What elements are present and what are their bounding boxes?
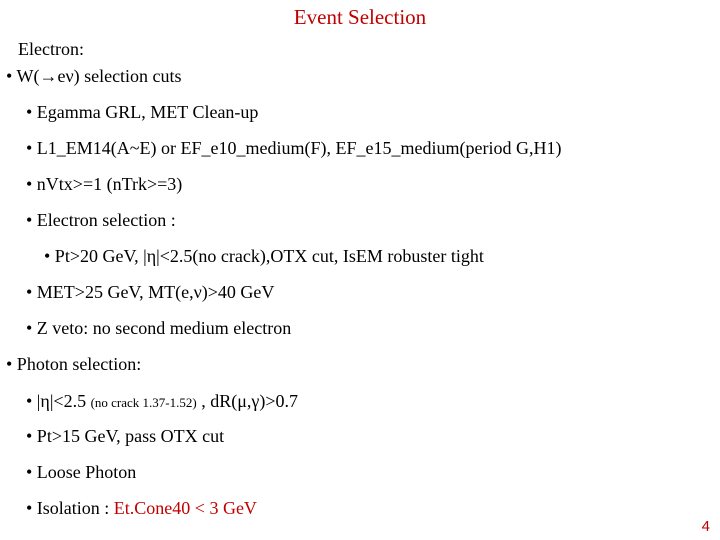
isolation-label: • Isolation : <box>26 498 114 518</box>
electron-header: Electron: <box>18 39 84 59</box>
pt-eta-line: • Pt>20 GeV, |η|<2.5(no crack),OTX cut, IsEM robuster tight <box>44 246 484 266</box>
w-selection-cuts: • W(→eν) selection cuts <box>6 66 182 86</box>
slide-title: Event Selection <box>293 5 427 29</box>
photon-dr-text: , dR(μ,γ)>0.7 <box>201 391 298 411</box>
electron-selection-line: • Electron selection : <box>26 210 176 230</box>
z-veto-line: • Z veto: no second medium electron <box>26 318 292 338</box>
loose-photon-line: • Loose Photon <box>26 462 137 482</box>
photon-eta-line <box>26 390 298 414</box>
photon-crack-note: (no crack 1.37-1.52) <box>90 395 197 410</box>
nvtx-line: • nVtx>=1 (nTrk>=3) <box>26 174 183 194</box>
photon-pt-line: • Pt>15 GeV, pass OTX cut <box>26 426 225 446</box>
page-number: 4 <box>701 518 710 535</box>
egamma-grl-line: • Egamma GRL, MET Clean-up <box>26 102 259 122</box>
photon-selection-header: • Photon selection: <box>6 354 142 374</box>
met-line: • MET>25 GeV, MT(e,ν)>40 GeV <box>26 282 275 302</box>
isolation-cut: Et.Cone40 < 3 GeV <box>113 498 257 518</box>
photon-eta-text: • |η|<2.5 <box>26 391 87 411</box>
trigger-line: • L1_EM14(A~E) or EF_e10_medium(F), EF_e15_medium(period G,H1) <box>26 138 562 158</box>
isolation-line <box>26 497 257 519</box>
